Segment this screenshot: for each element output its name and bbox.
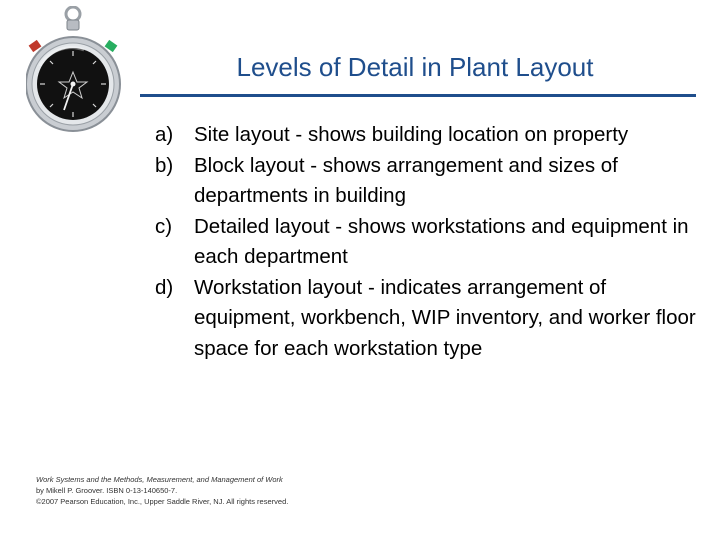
list-item [155, 273, 700, 365]
list-item-marker: d) [155, 275, 174, 299]
list-item-text: Site layout - shows building location on property [194, 123, 629, 146]
list-item-marker: c) [155, 214, 173, 238]
title-underline [140, 94, 696, 97]
list-item [155, 120, 700, 151]
list-item [155, 151, 700, 212]
list-item-marker: b) [155, 153, 174, 177]
footer-author-isbn: by Mikell P. Groover. ISBN 0-13-140650-7. [36, 486, 178, 495]
layout-levels-list [155, 120, 700, 364]
list-item-text: Block layout - shows arrangement and sizes of departments in building [194, 153, 618, 207]
source-footer [36, 474, 356, 507]
slide-title: Levels of Detail in Plant Layout [236, 52, 594, 82]
list-item-marker: a) [155, 123, 174, 146]
stopwatch-icon [26, 6, 130, 136]
list-item-text: Detailed layout - shows workstations and equipment in each department [194, 214, 689, 268]
list-item [155, 212, 700, 273]
footer-copyright: ©2007 Pearson Education, Inc., Upper Saddle River, NJ. All rights reserved. [36, 497, 289, 506]
list-item-text: Workstation layout - indicates arrangement of equipment, workbench, WIP inventory, and worker floor space for each workstation type [194, 275, 696, 360]
footer-book-title: Work Systems and the Methods, Measurement, and Management of Work [36, 475, 283, 484]
